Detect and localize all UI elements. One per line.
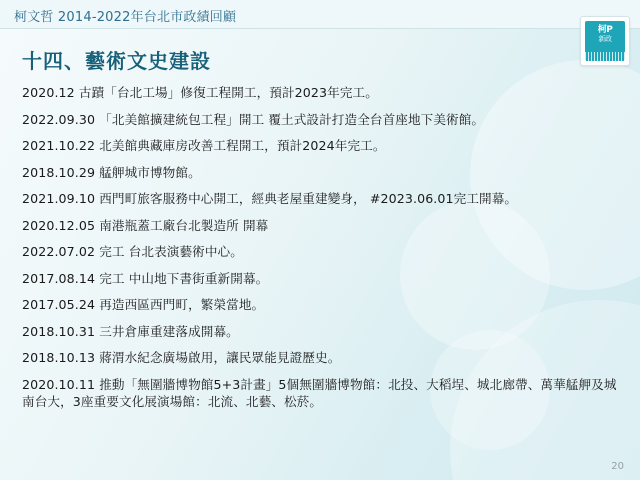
list-item: 2021.10.22 北美館典藏庫房改善工程開工，預計2024年完工。 bbox=[22, 138, 386, 153]
list-item: 2018.10.31 三井倉庫重建落成開幕。 bbox=[22, 323, 239, 339]
page-number: 20 bbox=[611, 461, 624, 472]
list-item: 2020.12 古蹟「台北工場」修復工程開工，預計2023年完工。 bbox=[22, 85, 378, 100]
list-item: 2021.09.10 西門町旅客服務中心開工，經典老屋重建變身， #2023.06.01完工開幕。 bbox=[22, 191, 518, 206]
list-item: 2017.05.24 再造西區西門町，繁榮當地。 bbox=[22, 297, 265, 312]
content-list bbox=[22, 84, 628, 419]
header-title: 柯文哲 2014-2022年台北市政績回顧 bbox=[14, 10, 237, 25]
list-item: 2018.10.13 蔣渭水紀念廣場啟用，讓民眾能見證歷史。 bbox=[22, 350, 341, 365]
list-item: 2018.10.29 艋舺城市博物館。 bbox=[22, 164, 201, 180]
list-item: 2022.09.30 「北美館擴建統包工程」開工 覆土式設計打造全台首座地下美術館。 bbox=[22, 111, 485, 127]
list-item: 2020.12.05 南港瓶蓋工廠台北製造所 開幕 bbox=[22, 217, 269, 233]
logo bbox=[580, 16, 630, 66]
list-item: 2017.08.14 完工 中山地下書街重新開幕。 bbox=[22, 270, 269, 286]
page-title: 十四、藝術文史建設 bbox=[22, 49, 211, 73]
logo-line-1: 柯P bbox=[597, 25, 613, 35]
list-item: 2022.07.02 完工 台北表演藝術中心。 bbox=[22, 244, 243, 259]
list-item: 2020.10.11 推動「無圍牆博物館5+3計畫」5個無圍牆博物館：北投、大稻埕、城北廊帶、萬華艋舺及城南台大，3座重要文化展演場館：北流、北藝、松菸。 bbox=[22, 376, 617, 409]
logo-line-2: 新政 bbox=[598, 35, 612, 43]
logo-stripes bbox=[585, 52, 625, 61]
